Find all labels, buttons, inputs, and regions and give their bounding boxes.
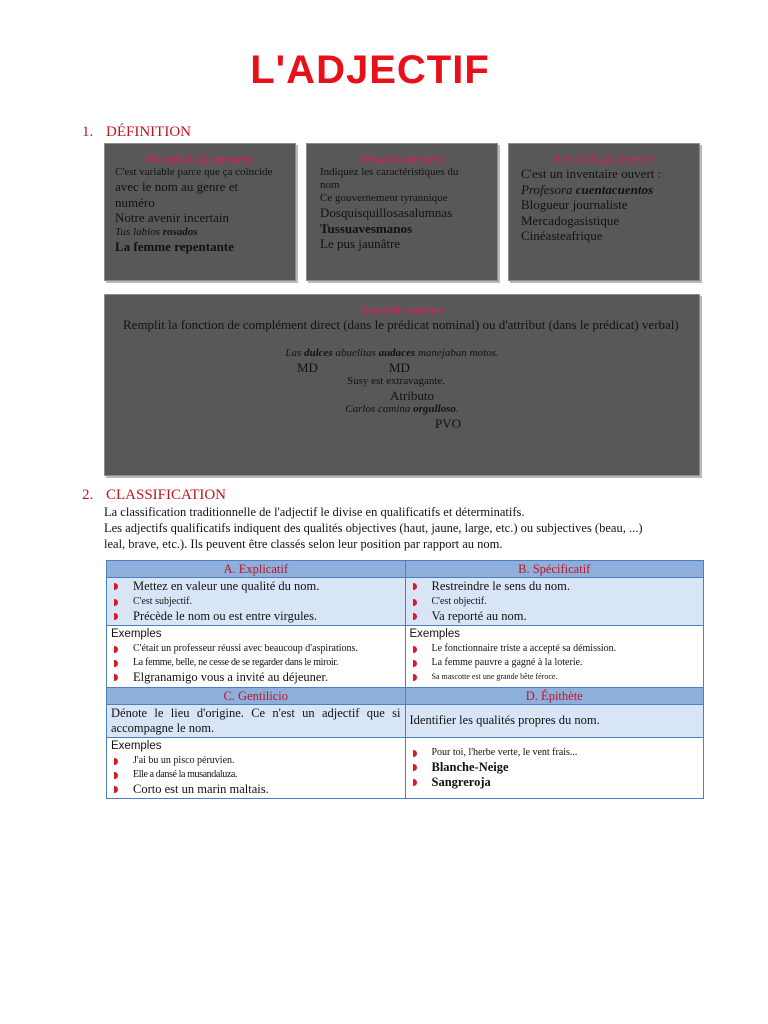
- list-item: J'ai bu un pisco péruvien.: [111, 754, 401, 768]
- example-text: abuelitas: [332, 346, 379, 359]
- example-line: Susy est extravagante.: [346, 374, 446, 387]
- syntax-box: [104, 294, 700, 476]
- box-line: Blogueur journaliste: [521, 197, 628, 212]
- md-label: MD: [389, 359, 410, 375]
- example-bold: orgulloso: [413, 403, 456, 415]
- box-line: Tussuavesmanos: [320, 220, 413, 236]
- list-item: C'est subjectif.: [111, 595, 401, 609]
- box-title: Morphologiquement: [146, 151, 254, 166]
- list-item: C'est objectif.: [410, 595, 700, 609]
- example-text: Las: [285, 346, 304, 359]
- box-line: numéro: [115, 194, 155, 210]
- header-specificatif: B. Spécificatif: [405, 561, 704, 578]
- header-epithete: D. Épithète: [405, 687, 704, 704]
- box-text: Profesora: [521, 181, 576, 197]
- header-explicatif: A. Explicatif: [107, 561, 406, 578]
- list-item: Blanche-Neige: [410, 760, 700, 776]
- list-item: Restreindre le sens du nom.: [410, 579, 700, 595]
- box-line: Mercadogasistique: [521, 212, 620, 228]
- page-title: L'ADJECTIF: [250, 48, 490, 92]
- section-definition-heading: [82, 124, 191, 141]
- example-text: .: [455, 403, 459, 415]
- specificatif-examples: [405, 626, 704, 688]
- section-number: 2.: [82, 487, 94, 503]
- explicatif-definition: [107, 578, 406, 626]
- list-item: La femme pauvre a gagné à la loterie.: [410, 656, 700, 670]
- section-label: CLASSIFICATION: [106, 487, 227, 503]
- example-line: Atributo: [389, 387, 435, 403]
- lexicology-box: [508, 143, 700, 281]
- box-line: Cinéasteafrique: [521, 228, 603, 243]
- example-line: PVO: [434, 416, 461, 431]
- explicatif-examples: [107, 626, 406, 688]
- box-line: C'est variable parce que ça coïncide: [115, 166, 273, 178]
- box-line: Le pus jaunâtre: [320, 236, 401, 251]
- section-classification-heading: [82, 487, 226, 504]
- intro-line: Les adjectifs qualificatifs indiquent des qualités objectives (haut, jaune, large, etc.) ou subjectives (beau, ...): [104, 521, 643, 535]
- list-item: Va reporté au nom.: [410, 609, 700, 625]
- list-item: Mettez en valeur une qualité du nom.: [111, 579, 401, 595]
- list-item: Elle a dansé la musandaluza.: [111, 768, 401, 782]
- example-bold: audaces: [378, 346, 416, 359]
- list-item: C'était un professeur réussi avec beaucoup d'aspirations.: [111, 642, 401, 656]
- gentilicio-examples: [107, 737, 406, 799]
- box-paragraph: Remplit la fonction de complément direct (dans le prédicat nominal) ou d'attribut (dans le prédicat) verbal): [123, 317, 679, 332]
- box-line: nom: [320, 179, 340, 191]
- box-title: Sémantiquement: [358, 151, 446, 166]
- gentilicio-definition: Dénote le lieu d'origine. Ce n'est un adjectif que si accompagne le nom.: [107, 704, 406, 737]
- semantics-box: [306, 143, 498, 281]
- box-line: Notre avenir incertain: [115, 210, 230, 225]
- section-number: 1.: [82, 124, 94, 140]
- specificatif-definition: [405, 578, 704, 626]
- intro-line: leal, brave, etc.). Ils peuvent être classés selon leur position par rapport au nom.: [104, 537, 503, 551]
- box-line: C'est un inventaire ouvert :: [521, 166, 662, 181]
- example-bold: dulces: [303, 346, 333, 359]
- section-label: DÉFINITION: [106, 124, 191, 140]
- intro-line: La classification traditionnelle de l'adjectif le divise en qualificatifs et déterminatifs.: [104, 505, 525, 519]
- box-line: Dosquisquillosasalumnas: [320, 205, 453, 220]
- example-text: Carlos camina: [345, 403, 414, 415]
- list-item: Sa mascotte est une grande bête féroce.: [410, 670, 700, 683]
- epithete-definition: Identifier les qualités propres du nom.: [405, 704, 704, 737]
- examples-label: Exemples: [409, 628, 460, 640]
- md-label: MD: [297, 359, 318, 375]
- box-title: Lexicologicamente: [554, 151, 654, 166]
- list-item: La femme, belle, ne cesse de se regarder dans le miroir.: [111, 656, 401, 670]
- box-line: Indiquez les caractéristiques du: [320, 166, 459, 178]
- list-item: Elgranamigo vous a invité au déjeuner.: [111, 670, 401, 686]
- header-gentilicio: C. Gentilicio: [107, 687, 406, 704]
- list-item: Le fonctionnaire triste a accepté sa démission.: [410, 642, 700, 656]
- list-item: Sangreroja: [410, 775, 700, 791]
- box-text-bold: rosados: [162, 225, 198, 238]
- box-text: Tus labios: [115, 225, 163, 238]
- box-title: Sintácticamente: [360, 302, 444, 317]
- list-item: Pour toi, l'herbe verte, le vent frais...: [410, 746, 700, 760]
- box-text-bold: cuentacuentos: [575, 181, 654, 197]
- example-text: manejaban motos.: [415, 346, 499, 359]
- morphology-box: [104, 143, 296, 281]
- list-item: Corto est un marin maltais.: [111, 782, 401, 798]
- list-item: Précède le nom ou est entre virgules.: [111, 609, 401, 625]
- examples-label: Exemples: [111, 628, 162, 640]
- epithete-examples: [405, 737, 704, 799]
- box-line: La femme repentante: [115, 238, 234, 254]
- classification-table: [106, 560, 704, 799]
- box-line: Ce gouvernement tyrannique: [320, 192, 448, 204]
- box-line: avec le nom au genre et: [115, 179, 239, 194]
- examples-label: Exemples: [111, 739, 162, 752]
